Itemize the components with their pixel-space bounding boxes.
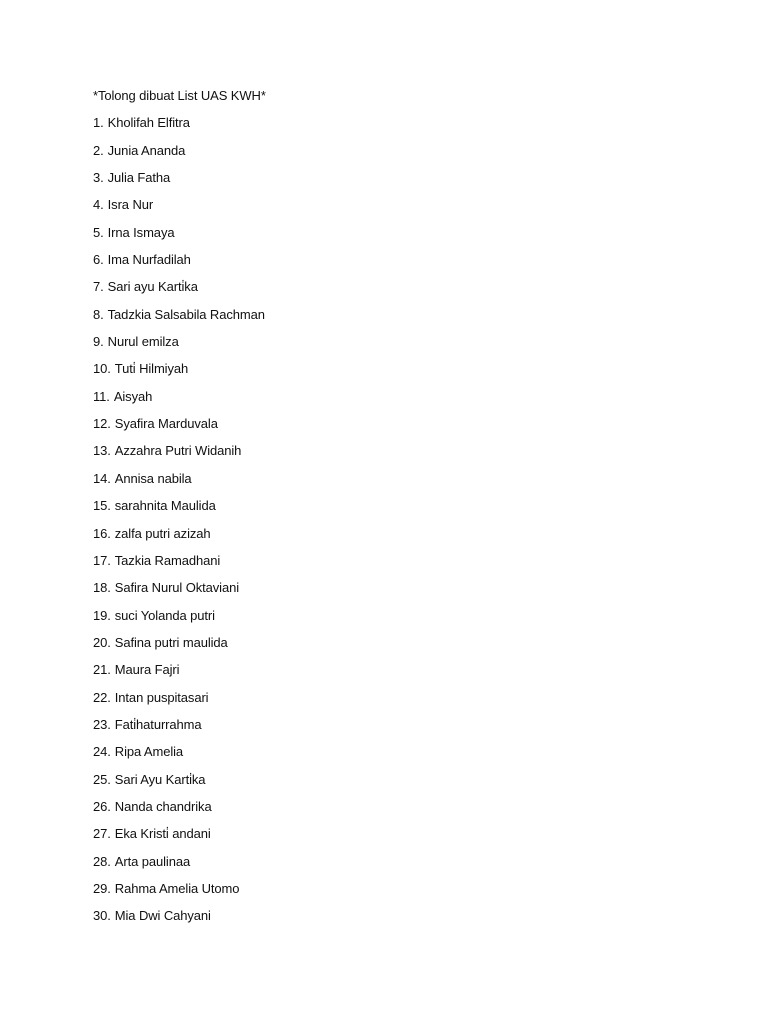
document-heading: *Tolong dibuat List UAS KWH* — [93, 88, 266, 103]
list-item-name: Intan puspitasari — [114, 689, 209, 705]
list-item — [93, 387, 693, 414]
list-item-number: 11. — [93, 388, 110, 404]
list-item-number: 25. — [93, 771, 111, 787]
list-item — [93, 195, 693, 222]
list-item-name: Aisyah — [113, 388, 153, 404]
list-item — [93, 113, 693, 140]
list-item-name: Nanda chandrika — [114, 798, 212, 814]
list-item-number: 18. — [93, 580, 111, 596]
list-item — [93, 715, 693, 742]
list-item-name: Safira Nurul Oktaviani — [114, 580, 240, 596]
list-item-name: Fati̇haturrahma — [114, 716, 202, 732]
list-item-name: Maura Fajri — [114, 662, 180, 678]
list-item-number: 3. — [93, 170, 104, 186]
list-item — [93, 277, 693, 304]
list-item-name: Rahma Amelia Utomo — [114, 880, 240, 896]
list-item-number: 26. — [93, 798, 111, 814]
list-item-name: Sari ayu Karti̇ka — [107, 279, 198, 295]
list-item-number: 6. — [93, 252, 104, 268]
list-item — [93, 606, 693, 633]
name-list — [93, 113, 693, 933]
list-item-number: 17. — [93, 552, 111, 568]
list-item — [93, 797, 693, 824]
list-item — [93, 223, 693, 250]
list-item-number: 4. — [93, 197, 104, 213]
list-item-name: Arta paulinaa — [114, 853, 191, 869]
list-item-number: 21. — [93, 662, 111, 678]
list-item-name: Syafira Marduvala — [114, 416, 218, 432]
list-item-number: 7. — [93, 279, 104, 295]
list-item — [93, 742, 693, 769]
list-item-name: zalfa putri azizah — [114, 525, 211, 541]
list-item-number: 23. — [93, 716, 111, 732]
list-item — [93, 824, 693, 851]
document-content — [93, 86, 693, 934]
list-item-name: Tazkia Ramadhani — [114, 552, 221, 568]
list-item — [93, 660, 693, 687]
list-item-name: Nurul emilza — [107, 334, 179, 350]
list-item-number: 28. — [93, 853, 111, 869]
list-item-name: Irna Ismaya — [107, 224, 175, 240]
list-item-number: 15. — [93, 498, 111, 514]
list-item-name: Julia Fatha — [107, 170, 171, 186]
list-item-number: 24. — [93, 744, 111, 760]
list-item-number: 16. — [93, 525, 111, 541]
list-item-name: Tuti̇ Hilmiyah — [114, 361, 189, 377]
list-item-name: sarahnita Maulida — [114, 498, 216, 514]
list-item-name: Sari Ayu Karti̇ka — [114, 771, 206, 787]
list-item — [93, 551, 693, 578]
list-item — [93, 332, 693, 359]
list-item — [93, 168, 693, 195]
list-item-number: 10. — [93, 361, 111, 377]
list-item-name: Kholifah Elfitra — [107, 115, 190, 131]
list-item — [93, 141, 693, 168]
list-item-name: Azzahra Putri Widanih — [114, 443, 242, 459]
list-item-number: 14. — [93, 470, 111, 486]
list-item-number: 30. — [93, 908, 111, 924]
list-item — [93, 879, 693, 906]
list-item — [93, 441, 693, 468]
list-item-number: 29. — [93, 880, 111, 896]
list-item-number: 9. — [93, 334, 104, 350]
list-item-number: 13. — [93, 443, 111, 459]
list-item — [93, 496, 693, 523]
list-item-number: 1. — [93, 115, 104, 131]
list-item-number: 8. — [93, 306, 104, 322]
list-item-number: 19. — [93, 607, 111, 623]
list-item — [93, 633, 693, 660]
list-item-name: Safina putri maulida — [114, 634, 228, 650]
list-item-number: 22. — [93, 689, 111, 705]
list-item — [93, 359, 693, 386]
list-item — [93, 906, 693, 933]
list-item — [93, 852, 693, 879]
list-item — [93, 688, 693, 715]
list-item-number: 5. — [93, 224, 104, 240]
list-item-name: Isra Nur — [107, 197, 154, 213]
list-item — [93, 469, 693, 496]
list-item-number: 27. — [93, 826, 111, 842]
list-item-name: Eka Kristi̇ andani — [114, 826, 211, 842]
list-item — [93, 578, 693, 605]
list-item-name: Ripa Amelia — [114, 744, 184, 760]
list-item-number: 2. — [93, 142, 104, 158]
list-item-number: 12. — [93, 416, 111, 432]
list-item-name: Tadzkia Salsabila Rachman — [107, 306, 265, 322]
list-item — [93, 524, 693, 551]
list-item-name: suci Yolanda putri — [114, 607, 215, 623]
list-item-name: Junia Ananda — [107, 142, 186, 158]
list-item-number: 20. — [93, 634, 111, 650]
list-item-name: Annisa nabila — [114, 470, 192, 486]
list-item-name: Ima Nurfadilah — [107, 252, 191, 268]
list-item-name: Mia Dwi Cahyani — [114, 908, 211, 924]
list-item — [93, 250, 693, 277]
list-item — [93, 770, 693, 797]
list-item — [93, 414, 693, 441]
list-item — [93, 305, 693, 332]
